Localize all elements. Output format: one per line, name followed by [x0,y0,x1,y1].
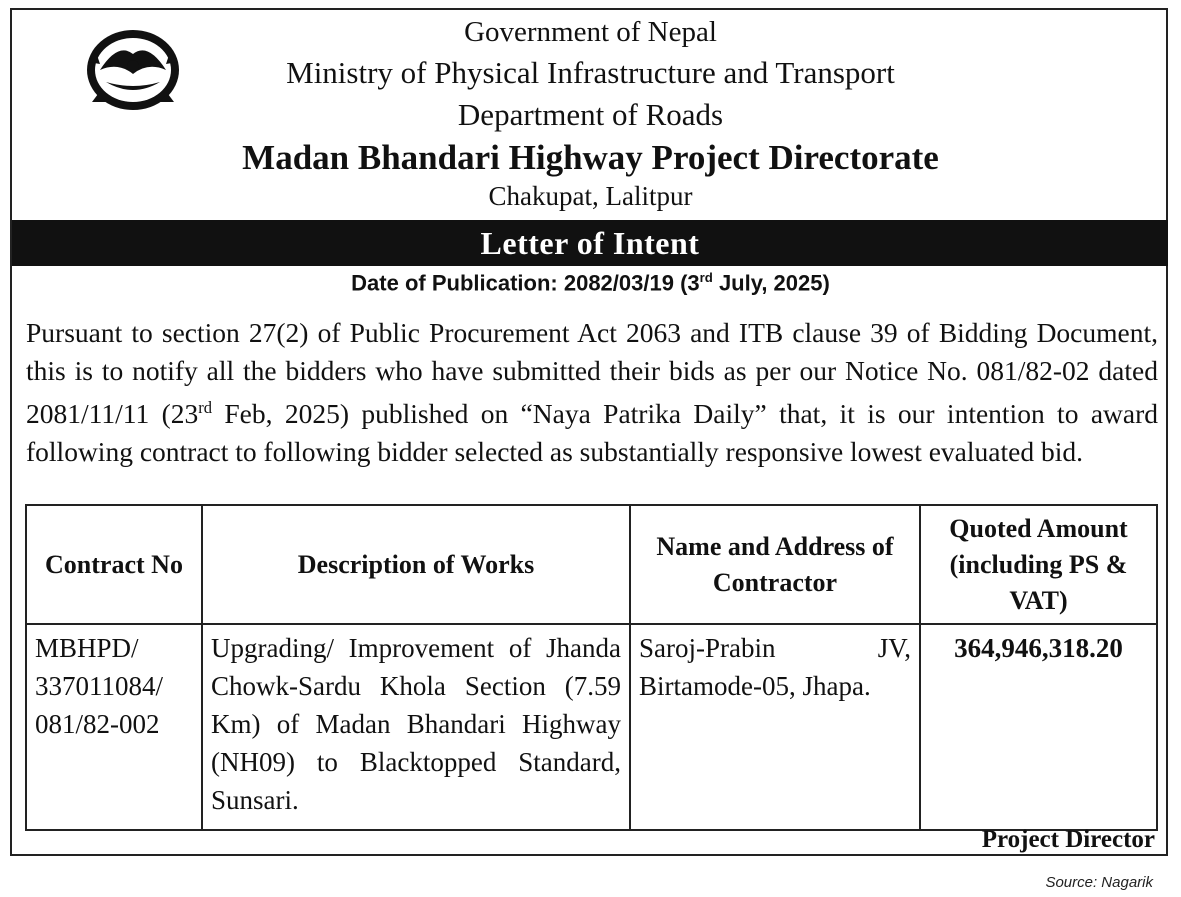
notice-title: Letter of Intent [12,220,1168,266]
signatory: Project Director [981,826,1155,853]
header-contractor: Name and Address of Contractor [630,505,920,624]
header-directorate: Madan Bhandari Highway Project Directorate [242,138,939,177]
contract-table [25,504,1158,831]
table-row [26,624,1157,830]
header-government: Government of Nepal [464,16,717,48]
cell-contractor: Saroj-Prabin JV, Birtamode-05, Jhapa. [630,624,920,830]
table-header-row [26,505,1157,624]
publication-date: Date of Publication: 2082/03/19 (3rd July, 2025) [351,270,830,296]
notice-body: Pursuant to section 27(2) of Public Procurement Act 2063 and ITB clause 39 of Bidding Document, this is to notify all the bidders who have submitted their bids as per our Notice No. 081/82-02 dated 2081/11/11 (23rd Feb, 2025) published on “Naya Patrika Daily” that, it is our intention to award following contract to following bidder selected as substantially responsive lowest evaluated bid. [26,317,1158,467]
cell-description: Upgrading/ Improvement of Jhanda Chowk-Sardu Khola Section (7.59 Km) of Madan Bhandari Highway (NH09) to Blacktopped Standard, Sunsari. [202,624,630,830]
header-location: Chakupat, Lalitpur [488,181,693,211]
header-contract-no: Contract No [26,505,202,624]
header-description: Description of Works [202,505,630,624]
source-credit: Source: Nagarik [1045,874,1153,891]
header-department: Department of Roads [457,97,724,132]
cell-contract-no: MBHPD/ 337011084/ 081/82-002 [26,624,202,830]
header-ministry: Ministry of Physical Infrastructure and Transport [286,55,895,90]
header-amount: Quoted Amount (including PS & VAT) [920,505,1157,624]
cell-amount: 364,946,318.20 [920,624,1157,830]
